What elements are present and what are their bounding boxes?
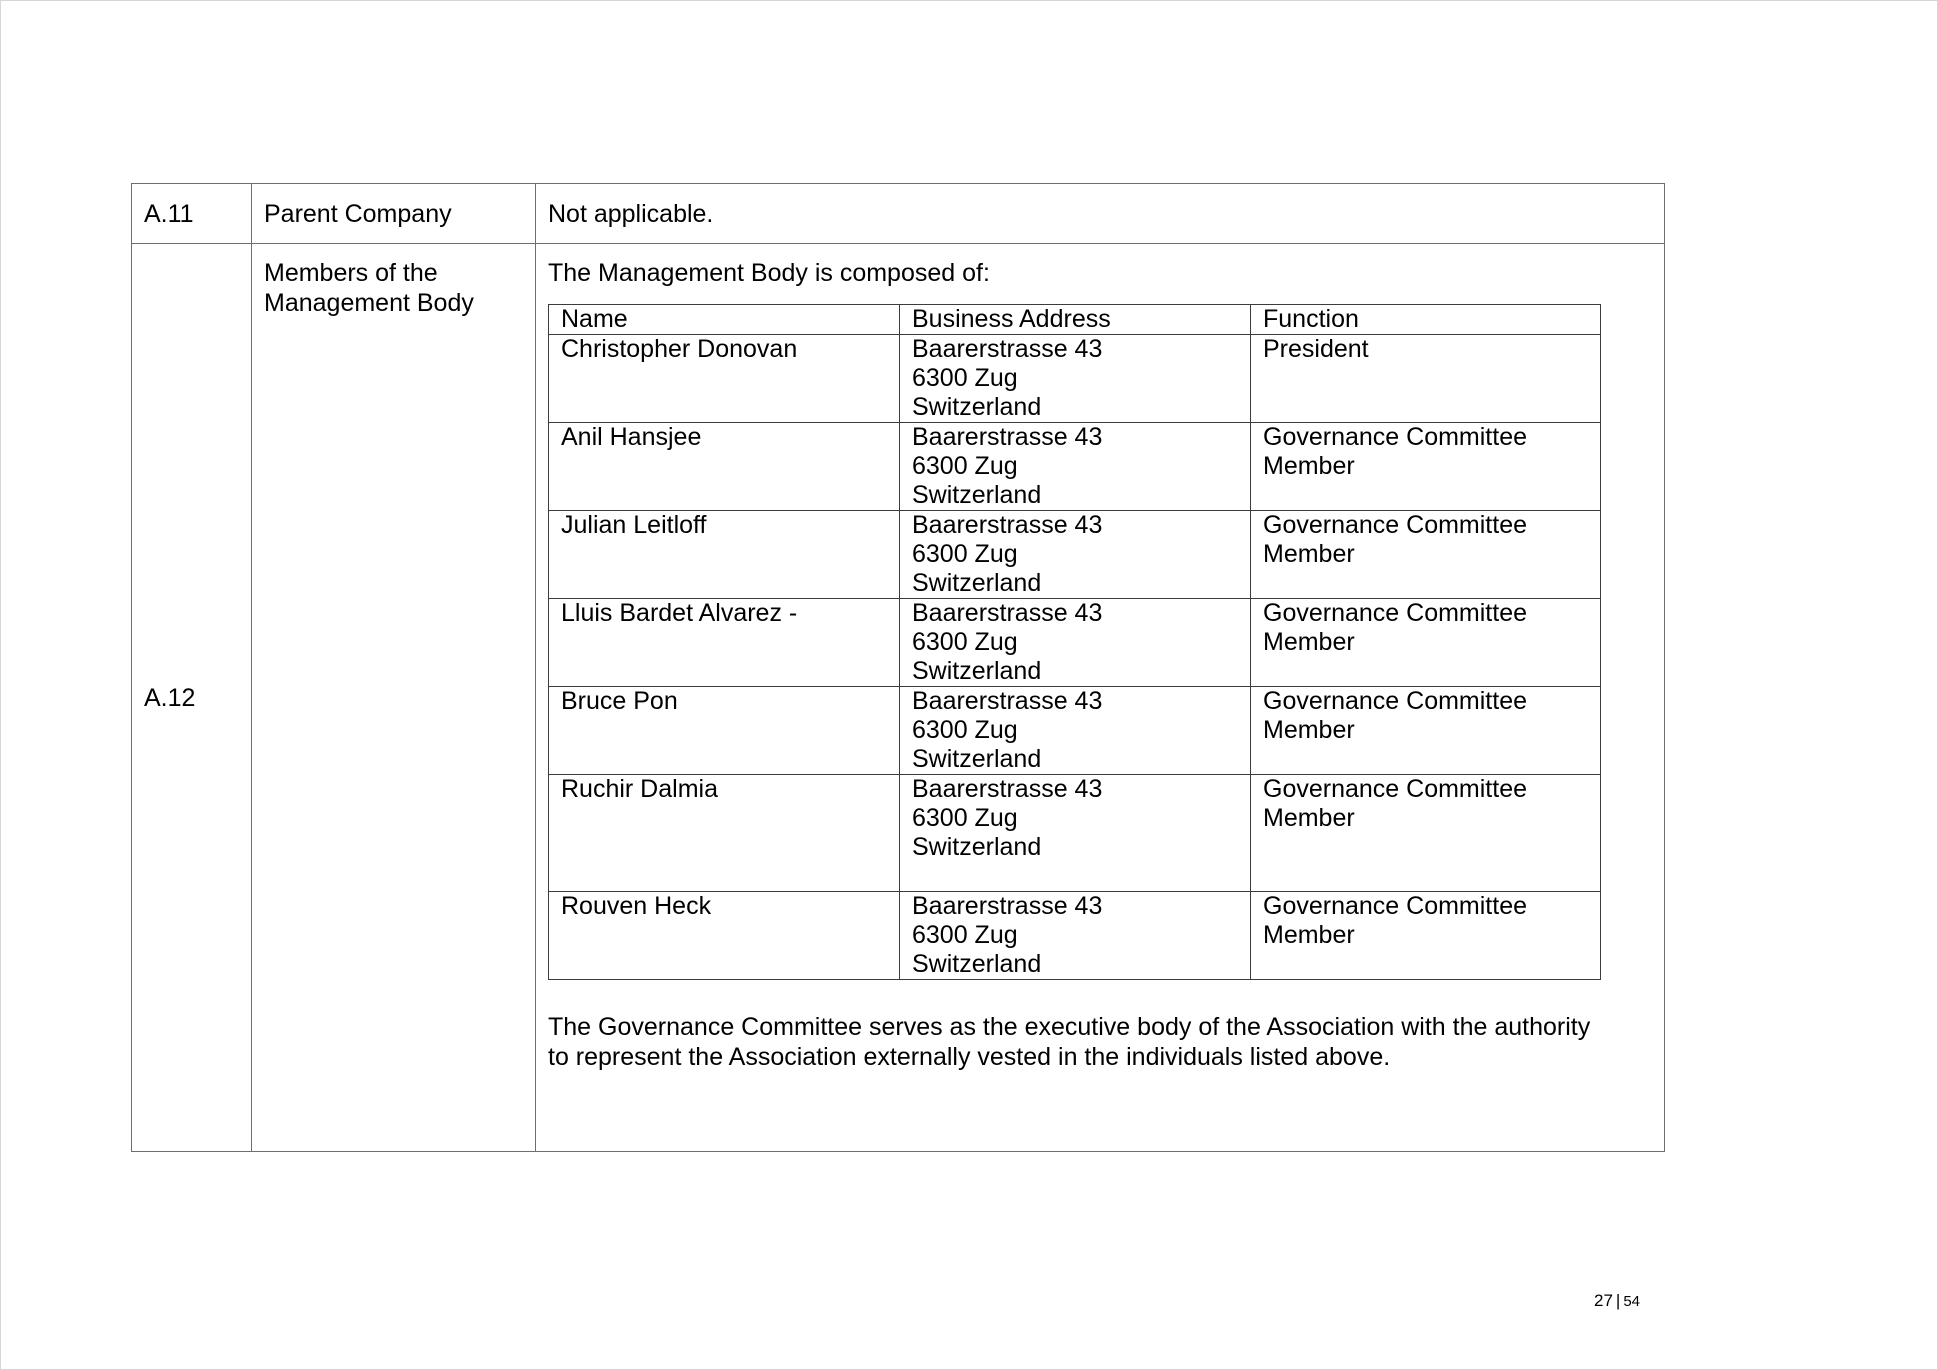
page-current: 27 bbox=[1594, 1291, 1613, 1310]
member-address bbox=[900, 335, 1251, 423]
page-total: 54 bbox=[1623, 1293, 1641, 1310]
row-label: Parent Company bbox=[252, 184, 536, 244]
address-line: Baarerstrasse 43 bbox=[912, 511, 1103, 539]
management-body-intro: The Management Body is composed of: bbox=[548, 259, 990, 287]
member-address bbox=[900, 687, 1251, 775]
member-name: Bruce Pon bbox=[549, 687, 900, 775]
row-content bbox=[536, 244, 1665, 1152]
address-line: Switzerland bbox=[912, 745, 1042, 773]
function-line: Governance Committee bbox=[1263, 423, 1528, 451]
member-function bbox=[1251, 423, 1601, 511]
page-number bbox=[1594, 1291, 1640, 1312]
page-separator: | bbox=[1615, 1291, 1621, 1310]
member-name: Christopher Donovan bbox=[549, 335, 900, 423]
address-line: Baarerstrasse 43 bbox=[912, 775, 1103, 803]
header-business-address: Business Address bbox=[900, 305, 1251, 335]
statement-line: to represent the Association externally vested in the individuals listed above. bbox=[548, 1043, 1391, 1071]
function-line: Governance Committee bbox=[1263, 599, 1528, 627]
table-row-a12 bbox=[132, 244, 1665, 1152]
address-line: 6300 Zug bbox=[912, 804, 1018, 832]
member-function bbox=[1251, 599, 1601, 687]
function-line: Member bbox=[1263, 921, 1355, 949]
member-function bbox=[1251, 892, 1601, 980]
member-address bbox=[900, 892, 1251, 980]
member-row bbox=[549, 687, 1601, 775]
member-address bbox=[900, 599, 1251, 687]
disclosure-table bbox=[131, 183, 1665, 1152]
row-content: Not applicable. bbox=[536, 184, 1665, 244]
member-name: Rouven Heck bbox=[549, 892, 900, 980]
label-line: Management Body bbox=[264, 289, 474, 317]
member-row bbox=[549, 892, 1601, 980]
member-address bbox=[900, 775, 1251, 892]
member-row bbox=[549, 335, 1601, 423]
address-line: Switzerland bbox=[912, 833, 1042, 861]
address-line: Baarerstrasse 43 bbox=[912, 423, 1103, 451]
function-line: Member bbox=[1263, 540, 1355, 568]
member-name: Lluis Bardet Alvarez - bbox=[549, 599, 900, 687]
members-table bbox=[548, 304, 1601, 980]
row-id: A.12 bbox=[132, 244, 252, 1152]
address-line: Baarerstrasse 43 bbox=[912, 599, 1103, 627]
address-line: 6300 Zug bbox=[912, 628, 1018, 656]
function-line: Governance Committee bbox=[1263, 892, 1528, 920]
address-line: Switzerland bbox=[912, 569, 1042, 597]
statement-line: The Governance Committee serves as the executive body of the Association with the authority bbox=[548, 1013, 1591, 1041]
address-line: Switzerland bbox=[912, 657, 1042, 685]
function-line: President bbox=[1263, 335, 1369, 363]
function-line: Member bbox=[1263, 716, 1355, 744]
address-line: 6300 Zug bbox=[912, 364, 1018, 392]
function-line: Member bbox=[1263, 628, 1355, 656]
member-row bbox=[549, 511, 1601, 599]
row-label bbox=[252, 244, 536, 1152]
member-address bbox=[900, 423, 1251, 511]
address-line: 6300 Zug bbox=[912, 716, 1018, 744]
address-line: 6300 Zug bbox=[912, 540, 1018, 568]
member-function bbox=[1251, 775, 1601, 892]
label-line: Members of the bbox=[264, 259, 438, 287]
member-function bbox=[1251, 335, 1601, 423]
address-line: Baarerstrasse 43 bbox=[912, 892, 1103, 920]
function-line: Governance Committee bbox=[1263, 687, 1528, 715]
header-name: Name bbox=[549, 305, 900, 335]
member-name: Ruchir Dalmia bbox=[549, 775, 900, 892]
member-name: Anil Hansjee bbox=[549, 423, 900, 511]
members-header-row bbox=[549, 305, 1601, 335]
address-line: Switzerland bbox=[912, 481, 1042, 509]
row-id: A.11 bbox=[132, 184, 252, 244]
member-name: Julian Leitloff bbox=[549, 511, 900, 599]
function-line: Governance Committee bbox=[1263, 511, 1528, 539]
member-function bbox=[1251, 511, 1601, 599]
address-line: Switzerland bbox=[912, 393, 1042, 421]
member-address bbox=[900, 511, 1251, 599]
member-row bbox=[549, 423, 1601, 511]
member-row bbox=[549, 599, 1601, 687]
member-row bbox=[549, 775, 1601, 892]
address-line: Baarerstrasse 43 bbox=[912, 687, 1103, 715]
address-line: 6300 Zug bbox=[912, 452, 1018, 480]
address-line: Switzerland bbox=[912, 950, 1042, 978]
header-function: Function bbox=[1251, 305, 1601, 335]
member-function bbox=[1251, 687, 1601, 775]
governance-statement bbox=[548, 1012, 1608, 1072]
function-line: Member bbox=[1263, 452, 1355, 480]
address-line: Baarerstrasse 43 bbox=[912, 335, 1103, 363]
function-line: Governance Committee bbox=[1263, 775, 1528, 803]
function-line: Member bbox=[1263, 804, 1355, 832]
address-line: 6300 Zug bbox=[912, 921, 1018, 949]
table-row-a11 bbox=[132, 184, 1665, 244]
